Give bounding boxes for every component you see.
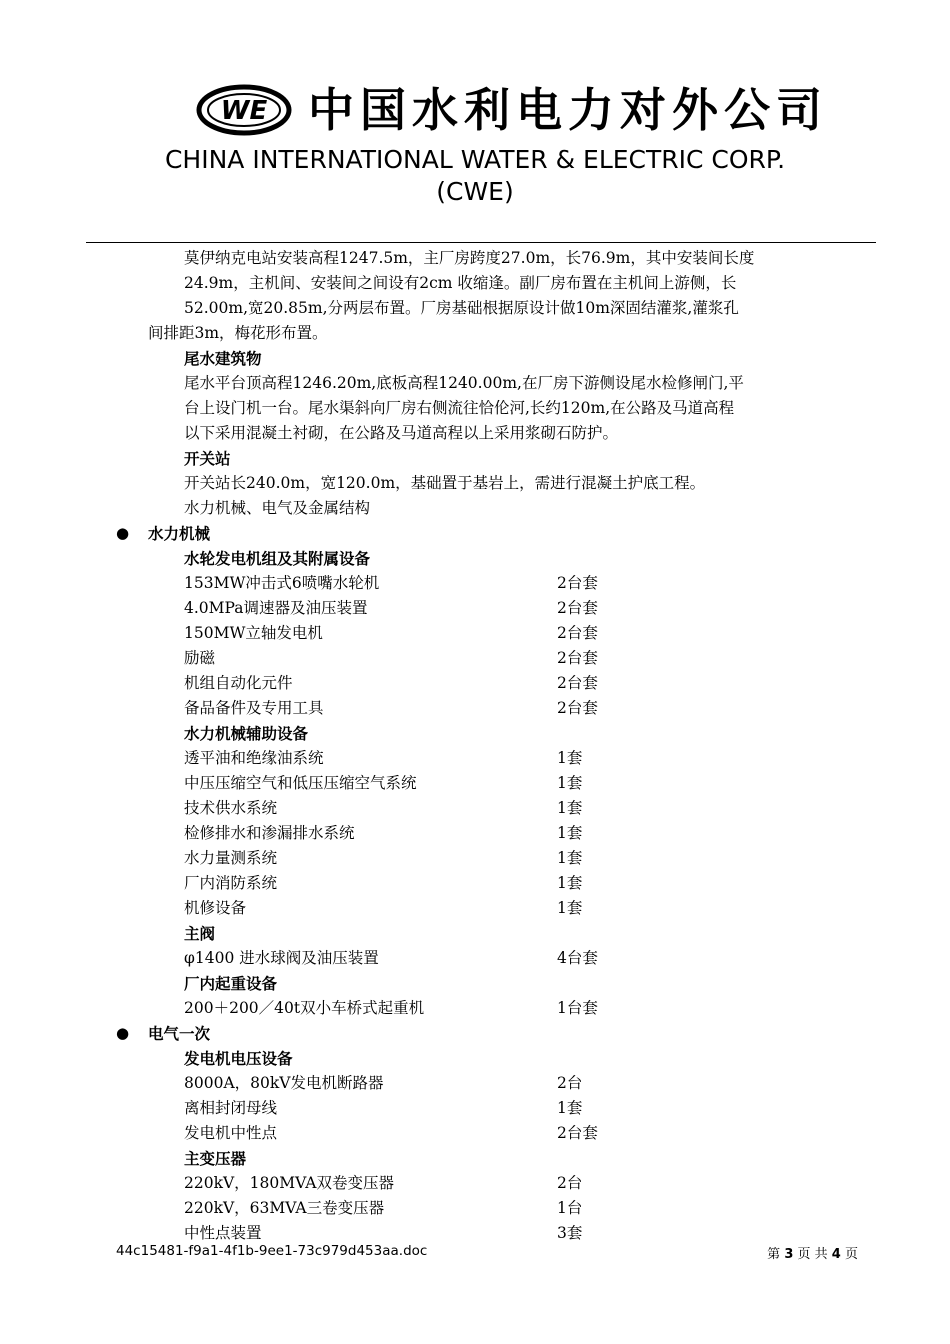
- item-qty: 2台: [557, 1074, 583, 1092]
- group-title: 主阀: [184, 924, 216, 943]
- equipment-row: [184, 621, 598, 646]
- equipment-row: [184, 896, 583, 921]
- paragraph-line: 台上设门机一台。尾水渠斜向厂房右侧流往恰伦河,长约120m,在公路及马道高程: [184, 399, 735, 417]
- equipment-row: [184, 571, 598, 596]
- item-qty: 4台套: [557, 949, 598, 967]
- equipment-row: [184, 1196, 583, 1221]
- item-qty: 2台套: [557, 574, 598, 592]
- equipment-row: [184, 946, 598, 971]
- company-name-en: CHINA INTERNATIONAL WATER & ELECTRIC CORP.: [164, 145, 786, 174]
- paragraph-line: 间排距3m，梅花形布置。: [148, 324, 328, 342]
- group-title: 主变压器: [184, 1149, 247, 1168]
- page-prefix: 第: [767, 1247, 781, 1262]
- bullet-icon: ●: [116, 1024, 130, 1042]
- item-name: 8000A，80kV发电机断路器: [184, 1074, 384, 1092]
- equipment-row: [184, 746, 583, 771]
- page-current: 3: [784, 1247, 794, 1262]
- item-name: 水力量测系统: [184, 849, 278, 867]
- item-qty: 1套: [557, 799, 583, 817]
- equipment-row: [184, 796, 583, 821]
- company-name-en-abbr: (CWE): [436, 177, 514, 206]
- item-qty: 2台套: [557, 649, 598, 667]
- item-name: 备品备件及专用工具: [184, 699, 324, 717]
- section-heading: 开关站: [184, 449, 231, 468]
- equipment-row: [184, 996, 598, 1021]
- paragraph-line: 水力机械、电气及金属结构: [184, 499, 371, 517]
- paragraph-line: 52.00m,宽20.85m,分两层布置。厂房基础根据原设计做10m深固结灌浆,灌浆孔: [184, 299, 739, 317]
- group-title: 发电机电压设备: [184, 1049, 293, 1068]
- item-qty: 2台套: [557, 599, 598, 617]
- equipment-row: [184, 771, 583, 796]
- paragraph-line: 24.9m，主机间、安装间之间设有2cm 收缩逢。副厂房布置在主机间上游侧，长: [184, 274, 737, 292]
- equipment-row: [184, 646, 598, 671]
- page-total: 4: [831, 1247, 841, 1262]
- group-title: 水轮发电机组及其附属设备: [184, 549, 371, 568]
- equipment-row: [184, 1171, 583, 1196]
- equipment-row: [184, 1121, 598, 1146]
- item-qty: 2台套: [557, 674, 598, 692]
- page-suffix: 页: [844, 1247, 858, 1262]
- item-qty: 1套: [557, 824, 583, 842]
- item-name: 153MW冲击式6喷嘴水轮机: [184, 574, 380, 592]
- equipment-row: [184, 871, 583, 896]
- equipment-row: [184, 696, 598, 721]
- equipment-row: [184, 1096, 583, 1121]
- item-name: 中压压缩空气和低压压缩空气系统: [184, 774, 417, 792]
- logo-text: WE: [220, 96, 268, 126]
- item-name: 4.0MPa调速器及油压装置: [184, 599, 368, 617]
- equipment-row: [184, 821, 583, 846]
- group-title: 厂内起重设备: [184, 974, 278, 993]
- item-name: 中性点装置: [184, 1224, 262, 1242]
- group-title: 水力机械辅助设备: [184, 724, 309, 743]
- item-name: 励磁: [184, 649, 216, 667]
- item-name: 透平油和绝缘油系统: [184, 749, 324, 767]
- item-qty: 2台套: [557, 624, 598, 642]
- page-mid: 页 共: [797, 1247, 828, 1262]
- section-heading: 尾水建筑物: [184, 349, 262, 368]
- item-qty: 2台: [557, 1174, 583, 1192]
- paragraph-line: 开关站长240.0m，宽120.0m，基础置于基岩上，需进行混凝土护底工程。: [184, 474, 706, 492]
- item-qty: 1台套: [557, 999, 598, 1017]
- item-name: 200＋200／40t双小车桥式起重机: [184, 999, 425, 1017]
- equipment-row: [184, 596, 598, 621]
- paragraph-line: 莫伊纳克电站安装高程1247.5m，主厂房跨度27.0m，长76.9m，其中安装间长度: [184, 249, 755, 267]
- item-name: 220kV，63MVA三卷变压器: [184, 1199, 385, 1217]
- item-qty: 1套: [557, 849, 583, 867]
- item-name: 150MW立轴发电机: [184, 624, 323, 642]
- section-title: 水力机械: [148, 524, 211, 543]
- footer-page-number: [767, 1243, 858, 1262]
- item-name: 技术供水系统: [184, 799, 278, 817]
- item-qty: 1套: [557, 899, 583, 917]
- item-qty: 1套: [557, 1099, 583, 1117]
- item-name: 机修设备: [184, 899, 247, 917]
- footer-filename: 44c15481-f9a1-4f1b-9ee1-73c979d453aa.doc: [116, 1243, 428, 1259]
- item-qty: 1套: [557, 774, 583, 792]
- bullet-icon: ●: [116, 524, 130, 542]
- equipment-row: [184, 1071, 583, 1096]
- equipment-row: [184, 671, 598, 696]
- item-name: 厂内消防系统: [184, 874, 278, 892]
- item-qty: 2台套: [557, 1124, 598, 1142]
- item-name: 机组自动化元件: [184, 674, 293, 692]
- item-qty: 2台套: [557, 699, 598, 717]
- item-name: 220kV，180MVA双卷变压器: [184, 1174, 394, 1192]
- item-name: 离相封闭母线: [184, 1099, 278, 1117]
- item-qty: 3套: [557, 1224, 583, 1242]
- item-qty: 1套: [557, 749, 583, 767]
- item-qty: 1台: [557, 1199, 583, 1217]
- item-name: 检修排水和渗漏排水系统: [184, 824, 355, 842]
- paragraph-line: 尾水平台顶高程1246.20m,底板高程1240.00m,在厂房下游侧设尾水检修闸门,平: [184, 374, 744, 392]
- paragraph-line: 以下采用混凝土衬砌，在公路及马道高程以上采用浆砌石防护。: [184, 424, 619, 442]
- company-logo: [196, 78, 828, 142]
- item-qty: 1套: [557, 874, 583, 892]
- section-title: 电气一次: [148, 1024, 211, 1043]
- item-name: φ1400 进水球阀及油压装置: [184, 949, 379, 967]
- equipment-row: [184, 846, 583, 871]
- cwe-logo-icon: [196, 84, 292, 136]
- company-name-cn: 中国水利电力对外公司: [308, 83, 828, 137]
- item-name: 发电机中性点: [184, 1124, 278, 1142]
- header-divider: [86, 242, 876, 243]
